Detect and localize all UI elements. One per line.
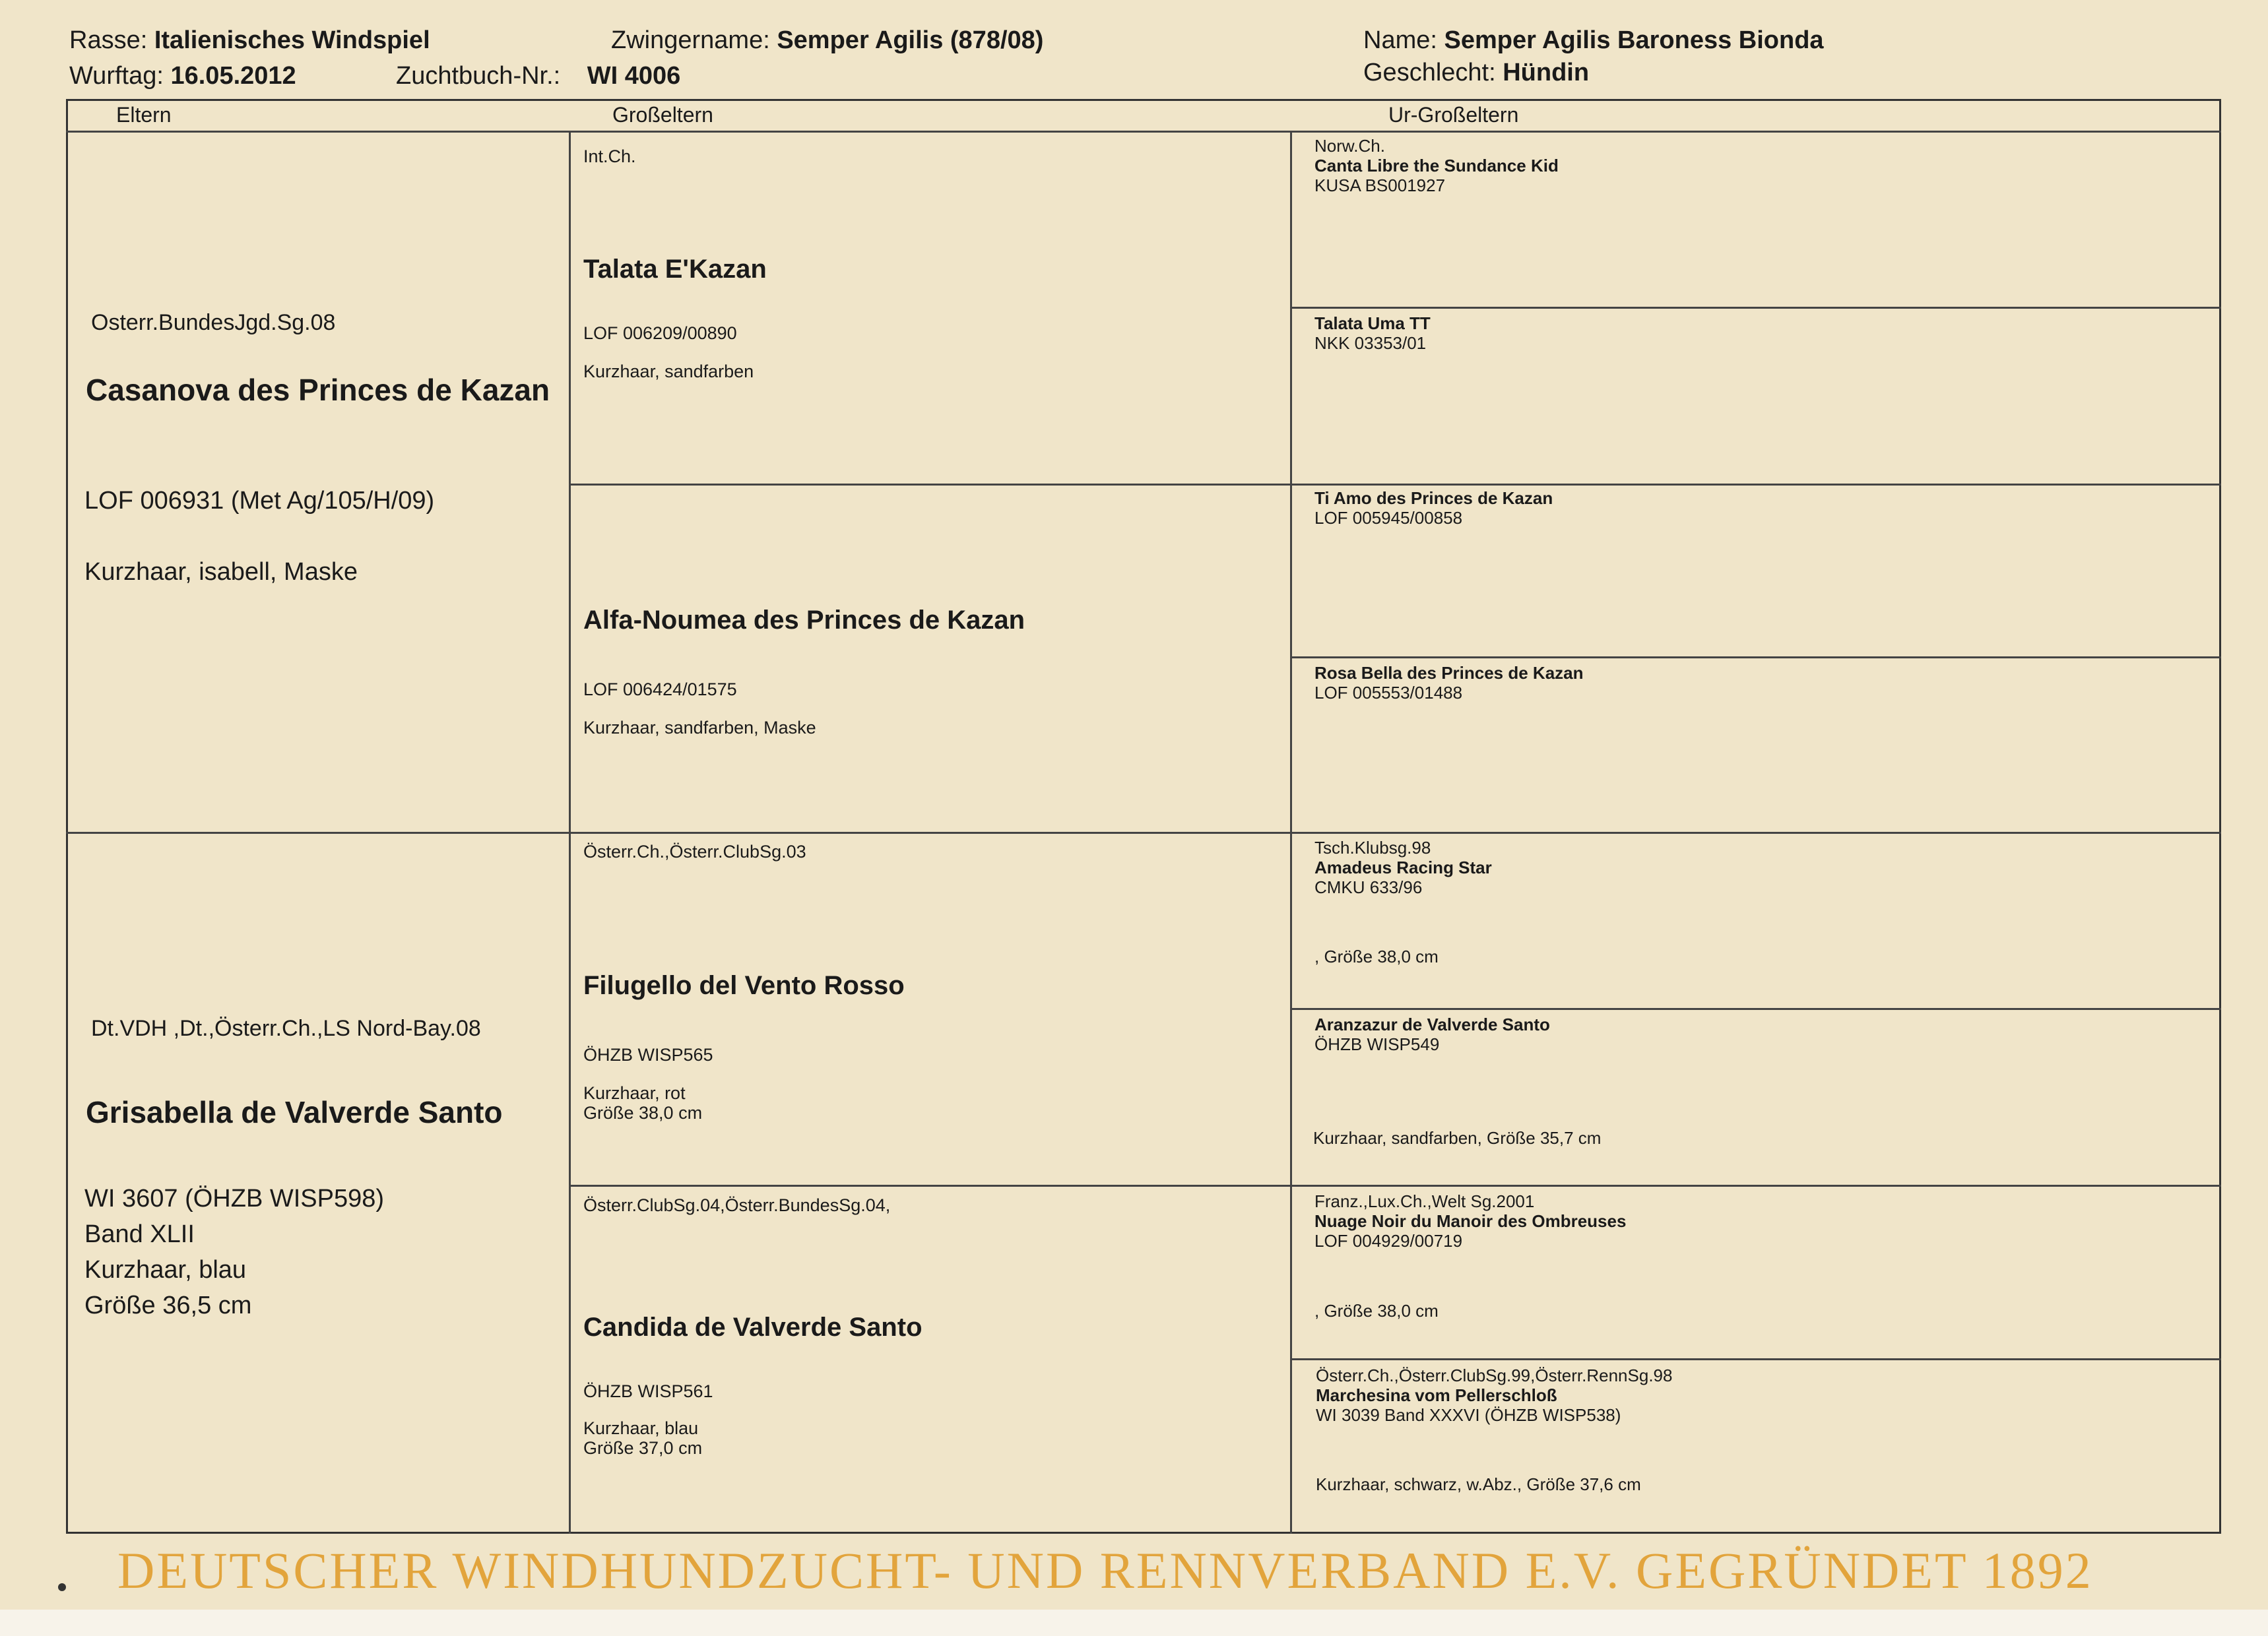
column-header-urgrosseltern: Ur-Großeltern [1388, 103, 1519, 127]
wurftag-value: 16.05.2012 [170, 62, 296, 90]
gg-6-extra: Kurzhaar, sandfarben, Größe 35,7 cm [1313, 1128, 1602, 1148]
zwinger-value: Semper Agilis (878/08) [777, 26, 1044, 54]
zuchtbuch-value: WI 4006 [587, 62, 681, 90]
great-grandparent-8 [1316, 1366, 1672, 1425]
gg-divider-4 [1290, 1358, 2221, 1360]
parent-divider [66, 832, 2221, 834]
dam-details [84, 1181, 384, 1323]
gg-5-extra: , Größe 38,0 cm [1314, 947, 1439, 966]
scan-margin [0, 1610, 2268, 1636]
gg-2-name: Talata Uma TT [1314, 313, 1431, 333]
grandparent-3-line: Größe 38,0 cm [583, 1103, 703, 1123]
grandparent-4-name: Candida de Valverde Santo [583, 1313, 923, 1342]
great-grandparent-4 [1314, 663, 1584, 703]
name-value: Semper Agilis Baroness Bionda [1444, 26, 1824, 54]
rasse-field [69, 26, 430, 55]
name-field [1363, 26, 1824, 55]
grandparent-4-line: Größe 37,0 cm [583, 1438, 703, 1458]
grandparent-3-line: Kurzhaar, rot [583, 1083, 686, 1103]
gg-7-name: Nuage Noir du Manoir des Ombreuses [1314, 1211, 1627, 1231]
gg-6-reg: ÖHZB WISP549 [1314, 1034, 1440, 1054]
grandparent-2-reg: LOF 006424/01575 [583, 679, 737, 699]
gg-3-reg: LOF 005945/00858 [1314, 508, 1463, 528]
sire-details [84, 483, 434, 590]
grandparent-2-name: Alfa-Noumea des Princes de Kazan [583, 606, 1025, 635]
dam-detail-line: Kurzhaar, blau [84, 1256, 247, 1284]
wurftag-field [69, 62, 296, 90]
grandparent-3-reg: ÖHZB WISP565 [583, 1045, 713, 1065]
gg-8-reg: WI 3039 Band XXXVI (ÖHZB WISP538) [1316, 1405, 1621, 1425]
geschlecht-field [1363, 59, 1589, 87]
geschlecht-label: Geschlecht: [1363, 59, 1496, 86]
great-grandparent-6 [1314, 1015, 1550, 1054]
gg-1-name: Canta Libre the Sundance Kid [1314, 156, 1559, 175]
dam-title: Dt.VDH ,Dt.,Österr.Ch.,LS Nord-Bay.08 [91, 1016, 481, 1041]
gg-1-reg: KUSA BS001927 [1314, 175, 1446, 195]
grandparent-3-desc [583, 1083, 702, 1123]
great-grandparent-1 [1314, 136, 1559, 195]
sire-title: Osterr.BundesJgd.Sg.08 [91, 310, 336, 335]
grandparent-1-name: Talata E'Kazan [583, 255, 767, 284]
sire-detail-line [84, 519, 434, 554]
gg-divider-1 [1290, 307, 2221, 309]
dam-detail-line: Größe 36,5 cm [84, 1292, 252, 1319]
gg-3-name: Ti Amo des Princes de Kazan [1314, 488, 1553, 508]
gg-2-reg: NKK 03353/01 [1314, 333, 1427, 353]
dam-name: Grisabella de Valverde Santo [86, 1095, 503, 1129]
gg-4-reg: LOF 005553/01488 [1314, 683, 1463, 703]
pedigree-table [66, 99, 2221, 1534]
sire-detail-line: Kurzhaar, isabell, Maske [84, 558, 358, 586]
dam-detail-line: Band XLII [84, 1220, 195, 1248]
grandparent-2-desc: Kurzhaar, sandfarben, Maske [583, 718, 816, 738]
grandparent-divider-2 [569, 1185, 2221, 1187]
geschlecht-value: Hündin [1503, 59, 1590, 86]
gg-divider-3 [1290, 1008, 2221, 1010]
grandparent-4-title: Österr.ClubSg.04,Österr.BundesSg.04, [583, 1195, 891, 1215]
grandparent-divider-1 [569, 484, 2221, 486]
gg-5-name: Amadeus Racing Star [1314, 858, 1492, 877]
wurftag-label: Wurftag: [69, 62, 164, 90]
gg-7-extra: , Größe 38,0 cm [1314, 1301, 1439, 1321]
gg-8-extra: Kurzhaar, schwarz, w.Abz., Größe 37,6 cm [1316, 1474, 1641, 1494]
grandparent-4-reg: ÖHZB WISP561 [583, 1381, 713, 1401]
bullet-dot [58, 1583, 66, 1591]
gg-7-title: Franz.,Lux.Ch.,Welt Sg.2001 [1314, 1191, 1535, 1211]
great-grandparent-2 [1314, 313, 1431, 353]
great-grandparent-3 [1314, 488, 1553, 528]
dam-detail-line: WI 3607 (ÖHZB WISP598) [84, 1185, 385, 1212]
grandparent-3-name: Filugello del Vento Rosso [583, 971, 905, 1000]
gg-4-name: Rosa Bella des Princes de Kazan [1314, 663, 1584, 683]
zuchtbuch-field [396, 62, 680, 90]
grandparent-4-desc [583, 1418, 702, 1458]
gg-divider-2 [1290, 656, 2221, 658]
grandparent-1-reg: LOF 006209/00890 [583, 323, 737, 343]
association-footer: DEUTSCHER WINDHUNDZUCHT- UND RENNVERBAND E.V. GEGRÜNDET 1892 [117, 1542, 2093, 1599]
sire-detail-line: LOF 006931 (Met Ag/105/H/09) [84, 487, 435, 515]
zuchtbuch-label: Zuchtbuch-Nr.: [396, 62, 561, 90]
grandparent-4-line: Kurzhaar, blau [583, 1418, 699, 1438]
header-divider [66, 131, 2221, 133]
grandparent-1-title: Int.Ch. [583, 146, 636, 166]
gg-1-title: Norw.Ch. [1314, 136, 1385, 156]
grandparent-1-desc: Kurzhaar, sandfarben [583, 362, 754, 381]
zwinger-label: Zwingername: [611, 26, 770, 54]
zwinger-field [611, 26, 1043, 55]
gg-5-reg: CMKU 633/96 [1314, 877, 1423, 897]
great-grandparent-5 [1314, 838, 1492, 897]
gg-6-name: Aranzazur de Valverde Santo [1314, 1015, 1550, 1034]
column-header-grosseltern: Großeltern [612, 103, 713, 127]
sire-name: Casanova des Princes de Kazan [86, 373, 550, 407]
gg-5-title: Tsch.Klubsg.98 [1314, 838, 1431, 858]
gg-7-reg: LOF 004929/00719 [1314, 1231, 1463, 1251]
rasse-value: Italienisches Windspiel [154, 26, 430, 54]
gg-8-title: Österr.Ch.,Österr.ClubSg.99,Österr.RennSg.98 [1316, 1366, 1673, 1385]
gg-8-name: Marchesina vom Pellerschloß [1316, 1385, 1557, 1405]
name-label: Name: [1363, 26, 1437, 54]
great-grandparent-7 [1314, 1191, 1626, 1251]
grandparent-3-title: Österr.Ch.,Österr.ClubSg.03 [583, 842, 806, 862]
column-header-eltern: Eltern [116, 103, 172, 127]
rasse-label: Rasse: [69, 26, 148, 54]
